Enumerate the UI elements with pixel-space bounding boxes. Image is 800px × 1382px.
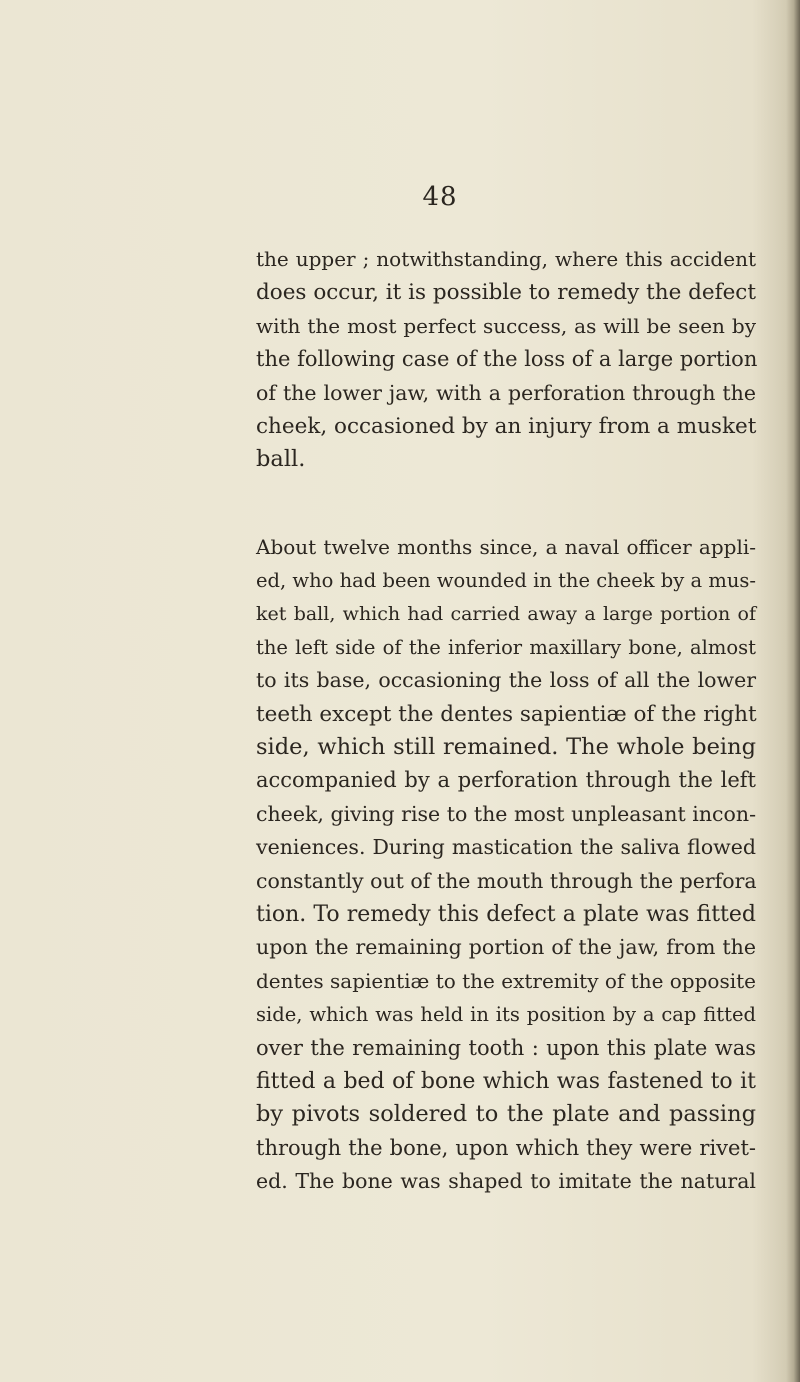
page-number: 48 (422, 182, 458, 212)
text-line: through the bone, upon which they were rivet- (256, 1135, 756, 1160)
text-line: dentes sapientiæ to the extremity of the opposite (256, 968, 756, 993)
paragraph-1 (256, 243, 756, 477)
text-line: does occur, it is possible to remedy the defect (256, 280, 756, 306)
text-line: to its base, occasioning the loss of all the lower (256, 668, 756, 693)
text-line: over the remaining tooth : upon this plate was (256, 1035, 756, 1060)
paragraph-gap (256, 477, 756, 531)
text-line: accompanied by a perforation through the left (256, 768, 756, 793)
text-line: fitted a bed of bone which was fastened to it (256, 1068, 756, 1094)
text-line: with the most perfect success, as will be seen by (256, 313, 756, 338)
text-line: the left side of the inferior maxillary bone, almost (256, 635, 756, 659)
text-line: the following case of the loss of a large portion (256, 347, 758, 372)
text-line: veniences. During mastication the saliva flowed (256, 835, 756, 860)
text-line: constantly out of the mouth through the perfora (256, 868, 757, 893)
text-line: cheek, giving rise to the most unpleasant incon- (256, 801, 756, 826)
text-line: side, which was held in its position by a cap fitted (256, 1003, 756, 1027)
body-text (256, 243, 756, 1199)
text-line: teeth except the dentes sapientiæ of the right (256, 701, 757, 727)
text-line: by pivots soldered to the plate and passing (256, 1101, 756, 1128)
text-line: tion. To remedy this defect a plate was fitted (256, 902, 756, 928)
text-line: of the lower jaw, with a perforation through the (256, 380, 756, 405)
text-line: ket ball, which had carried away a large portion of (256, 602, 756, 625)
text-line: cheek, occasioned by an injury from a musket (256, 413, 757, 439)
text-line: ed, who had been wounded in the cheek by a mus- (256, 569, 756, 593)
text-line: the upper ; notwithstanding, where this accident (256, 247, 756, 271)
text-line: ball. (256, 446, 306, 473)
text-line: ed. The bone was shaped to imitate the natural (256, 1169, 756, 1194)
text-line: upon the remaining portion of the jaw, from the (256, 935, 756, 960)
text-line: About twelve months since, a naval officer appli- (256, 534, 756, 559)
paragraph-2 (256, 531, 756, 1199)
text-line: side, which still remained. The whole being (256, 734, 756, 761)
